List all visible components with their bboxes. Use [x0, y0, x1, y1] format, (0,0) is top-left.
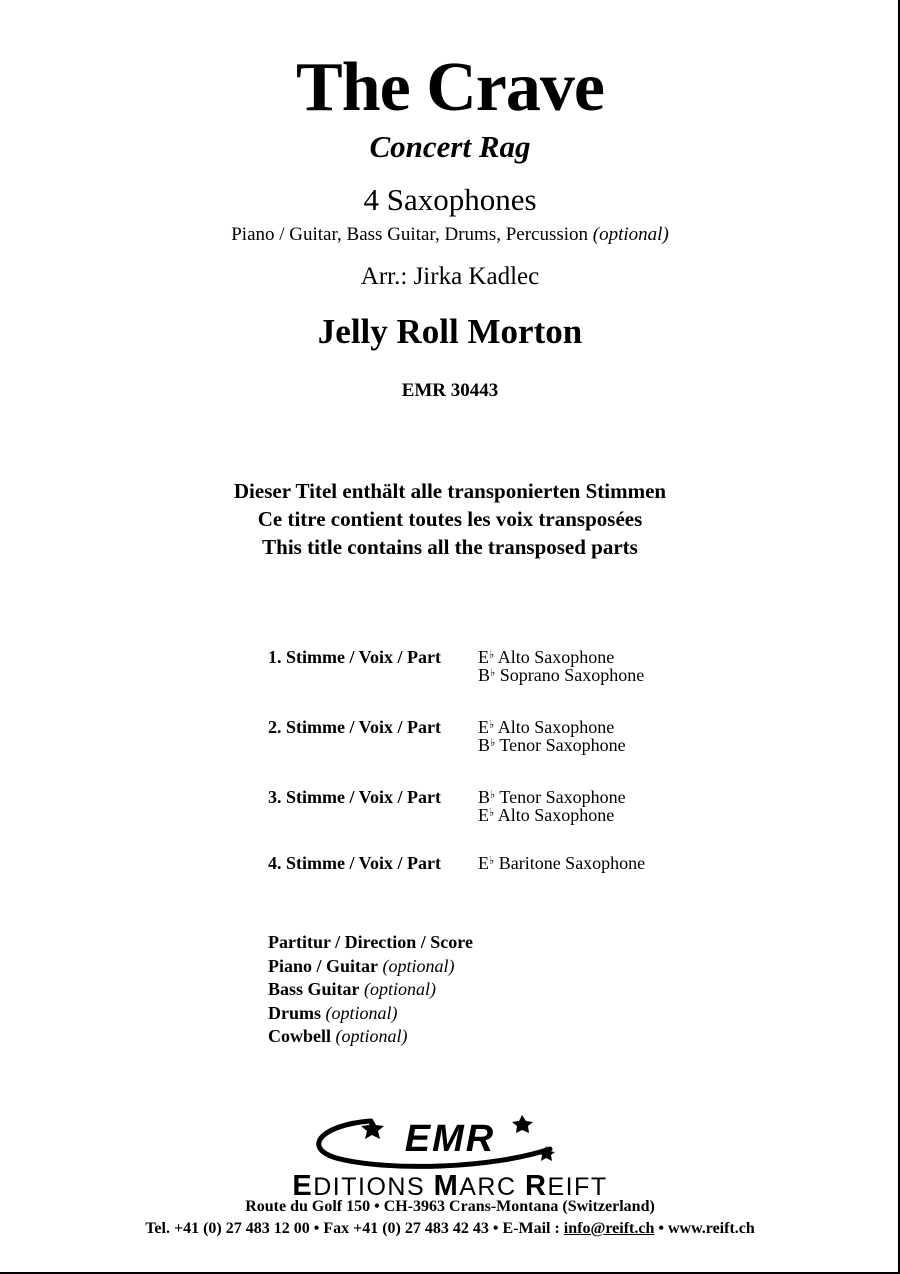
instrument-line: E♭ Alto Saxophone	[478, 805, 615, 825]
publisher-address: Route du Golf 150 • CH-3963 Crans-Montana (Switzerland)	[245, 1198, 655, 1215]
email-link[interactable]: info@reift.ch	[563, 1220, 655, 1237]
page-title: The Crave	[296, 49, 604, 126]
notice-fr: Ce titre contient toutes les voix transposées	[257, 507, 643, 531]
part-label: 2. Stimme / Voix / Part	[268, 717, 441, 737]
extra-part: Drums (optional)	[268, 1002, 398, 1023]
instrument-line: E♭ Alto Saxophone	[478, 647, 615, 667]
publisher-name: EDITIONS MARC REIFT	[292, 1170, 608, 1202]
catalog-number: EMR 30443	[401, 380, 499, 401]
notice-en: This title contains all the transposed parts	[262, 535, 638, 559]
emr-logo	[300, 1105, 570, 1175]
logo-star	[538, 1146, 555, 1161]
part-instruments	[478, 718, 738, 754]
extra-part: Cowbell (optional)	[268, 1026, 408, 1046]
instrumentation-optional: (optional)	[592, 224, 669, 245]
instrument-line: B♭ Tenor Saxophone	[478, 787, 626, 807]
notice-de: Dieser Titel enthält alle transponierten Stimmen	[233, 479, 667, 503]
instrument-line: E♭ Alto Saxophone	[478, 717, 615, 737]
composer: Jelly Roll Morton	[317, 312, 583, 351]
part-instruments	[478, 648, 738, 684]
part-instruments	[478, 854, 738, 872]
extra-part: Piano / Guitar (optional)	[268, 955, 455, 976]
publisher-contact: Tel. +41 (0) 27 483 12 00 • Fax +41 (0) 27 483 42 43 • E-Mail : info@reift.ch • www.reift.ch	[145, 1220, 755, 1237]
instrument-line: B♭ Soprano Saxophone	[478, 665, 645, 685]
part-instruments	[478, 788, 738, 824]
instrument-line: B♭ Tenor Saxophone	[478, 735, 626, 755]
logo-star	[512, 1115, 533, 1133]
part-label: 4. Stimme / Voix / Part	[268, 853, 441, 873]
ensemble: 4 Saxophones	[363, 182, 537, 217]
arranger: Arr.: Jirka Kadlec	[360, 263, 540, 290]
extra-parts-list	[268, 931, 473, 1049]
instrumentation	[0, 223, 900, 247]
instrumentation-list: Piano / Guitar, Bass Guitar, Drums, Percussion	[231, 224, 589, 245]
logo-text: EMR	[404, 1118, 496, 1160]
extra-part: Bass Guitar (optional)	[268, 979, 437, 999]
part-label: 3. Stimme / Voix / Part	[268, 787, 441, 807]
part-label: 1. Stimme / Voix / Part	[268, 647, 441, 667]
subtitle: Concert Rag	[369, 129, 531, 164]
extra-part: Partitur / Direction / Score	[268, 932, 473, 952]
instrument-line: E♭ Baritone Saxophone	[478, 853, 646, 873]
